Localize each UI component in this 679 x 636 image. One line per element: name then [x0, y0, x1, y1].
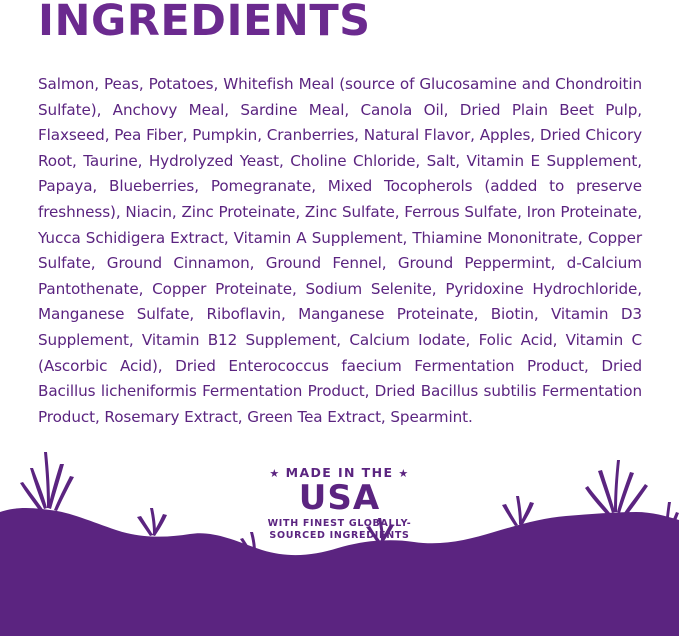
star-icon-left: ★ — [269, 467, 281, 480]
badge-subtitle-line2: SOURCED INGREDIENTS — [269, 530, 410, 541]
badge-country-label: USA — [298, 478, 381, 518]
badge-made-in-the-label: MADE IN THE — [285, 465, 394, 480]
made-in-usa-badge — [0, 465, 679, 542]
page-title: INGREDIENTS — [38, 0, 371, 46]
badge-subtitle-line1: WITH FINEST GLOBALLY- — [267, 518, 412, 529]
ingredients-text: Salmon, Peas, Potatoes, Whitefish Meal (source of Glucosamine and Chondroitin Sulfate), Anchovy Meal, Sardine Meal, Canola Oil, Dried Plain Beet Pulp, Flaxseed, Pea Fiber, Pumpkin, Cranberries, Natural Flavor, Apples, Dried Chicory Root, Taurine, Hydrolyzed Yeast, Choline Chloride, Salt, Vitamin E Supplement, Papaya, Blueberries, Pomegranate, Mixed Tocopherols (added to preserve freshness), Niacin, Zinc Proteinate, Zinc Sulfate, Ferrous Sulfate, Iron Proteinate, Yucca Schidigera Extract, Vitamin A Supplement, Thiamine Mononitrate, Copper Sulfate, Ground Cinnamon, Ground Fennel, Ground Peppermint, d-Calcium Pantothenate, Copper Proteinate, Sodium Selenite, Pyridoxine Hydrochloride, Manganese Sulfate, Riboflavin, Manganese Proteinate, Biotin, Vitamin D3 Supplement, Vitamin B12 Supplement, Calcium Iodate, Folic Acid, Vitamin C (Ascorbic Acid), Dried Enterococcus faecium Fermentation Product, Dried Bacillus licheniformis Fermentation Product, Dried Bacillus subtilis Fermentation Product, Rosemary Extract, Green Tea Extract, Spearmint. — [38, 75, 642, 426]
star-icon-right: ★ — [398, 467, 410, 480]
